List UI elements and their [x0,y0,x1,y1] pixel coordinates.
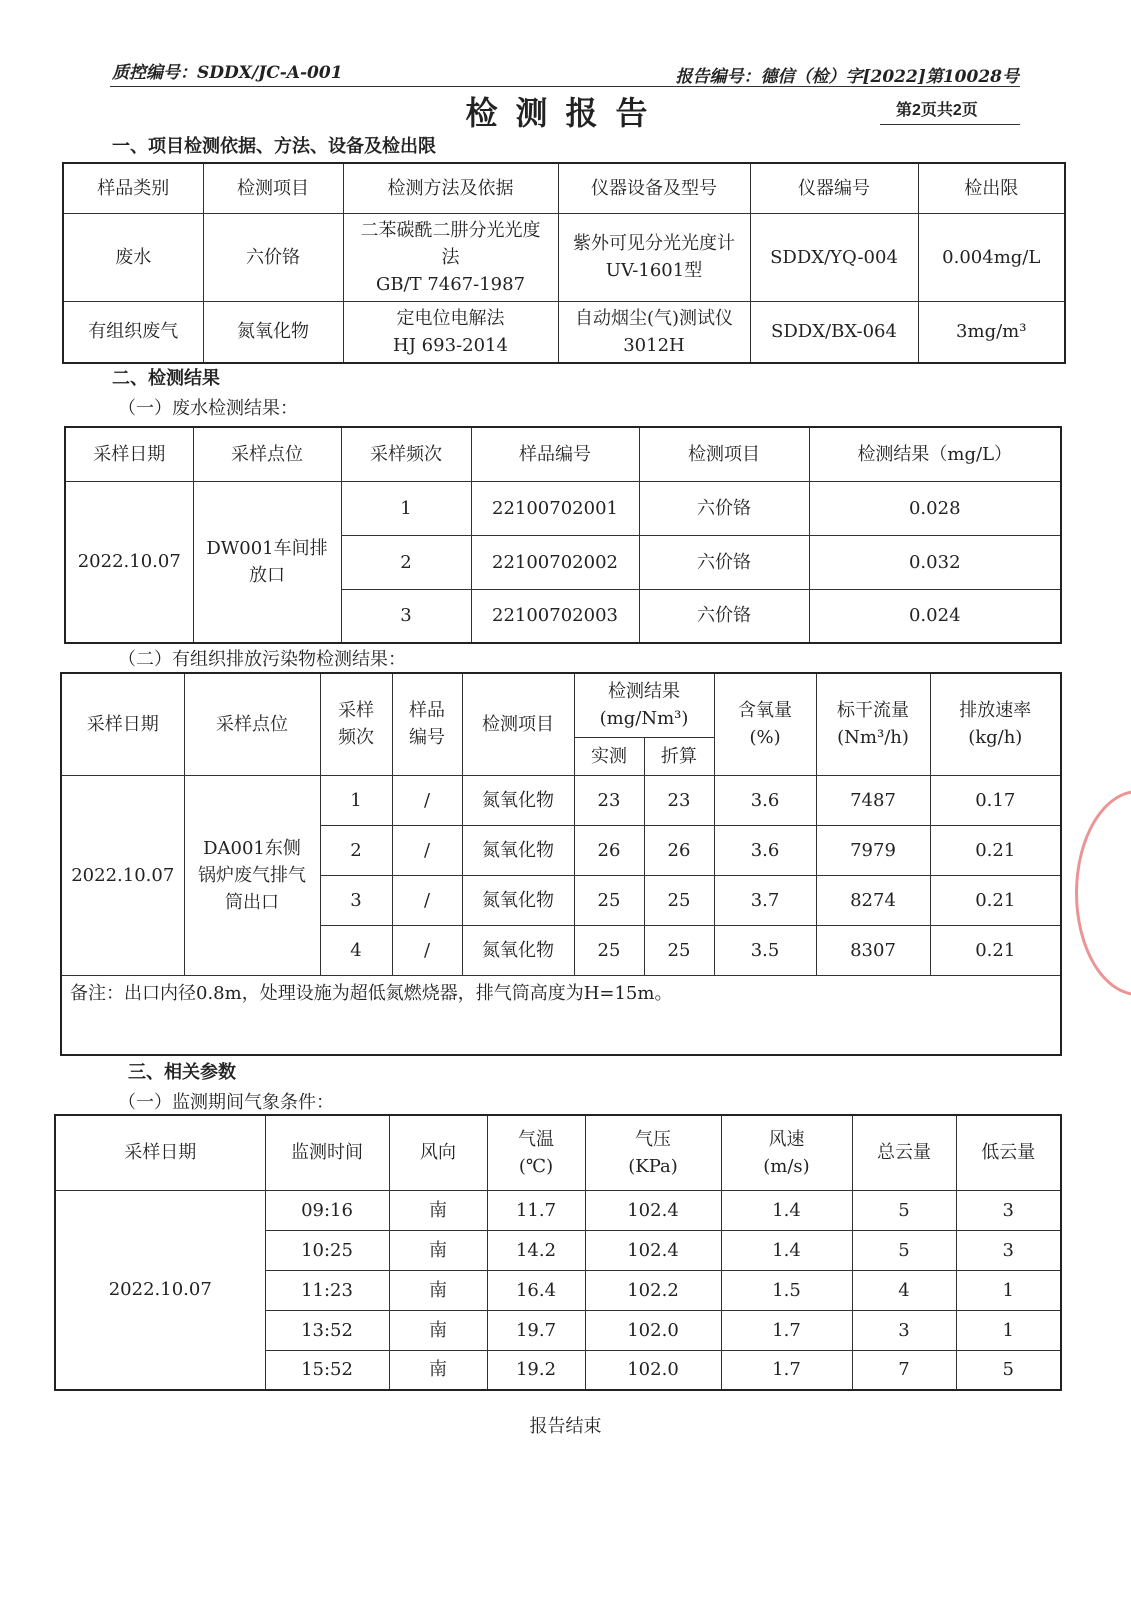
table-cell: 二苯碳酰二肼分光光度法 GB/T 7467-1987 [343,213,558,301]
table-cell: 3 [341,589,471,643]
table-cell: 六价铬 [639,589,809,643]
emission-table-header [61,673,1061,737]
header-cell: 检测方法及依据 [343,163,558,213]
table-cell: 26 [644,825,714,875]
header-cell: 采样频次 [341,427,471,481]
table-cell: 19.7 [487,1310,585,1350]
header-cell: 气温 (℃) [487,1115,585,1190]
table-cell: 26 [574,825,644,875]
table-cell: 1 [320,775,392,825]
header-cell: 检测结果（mg/L） [809,427,1061,481]
table-cell: 102.0 [585,1350,721,1390]
table-cell: 13:52 [265,1310,389,1350]
header-cell: 检出限 [918,163,1065,213]
table-cell: 六价铬 [639,535,809,589]
header-cell: 检测项目 [462,673,574,775]
table-cell: 紫外可见分光光度计 UV-1601型 [558,213,750,301]
table-cell: 3mg/m³ [918,301,1065,363]
table-cell: 4 [852,1270,956,1310]
table-cell: 南 [389,1190,487,1230]
table-cell: 3.6 [714,775,816,825]
table-cell: 14.2 [487,1230,585,1270]
report-end: 报告结束 [529,1416,602,1437]
table-row [55,1190,1061,1230]
table-cell: 3.7 [714,875,816,925]
header-cell: 采样日期 [61,673,184,775]
header-cell: 采样点位 [184,673,320,775]
header-cell: 含氧量 (%) [714,673,816,775]
section-2-heading: 二、检测结果 [112,368,220,389]
header-rule [110,86,1020,87]
section-2-2-heading: （二）有组织排放污染物检测结果： [118,649,406,670]
table-cell: 5 [956,1350,1061,1390]
header-cell: 采样日期 [65,427,193,481]
wastewater-table [64,426,1062,644]
emission-table [60,672,1062,1056]
table-cell: 3 [320,875,392,925]
table-cell: 1.7 [721,1350,852,1390]
sample-point-cell: DA001东侧锅炉废气排气筒出口 [184,775,320,975]
table-cell: 102.4 [585,1230,721,1270]
note-row [61,975,1061,1055]
table-cell: SDDX/BX-064 [750,301,918,363]
table-cell: 3.6 [714,825,816,875]
header-cell: 采样频次 [320,673,392,775]
table-cell: 23 [574,775,644,825]
header-cell: 检测项目 [203,163,343,213]
table-cell: 1 [341,481,471,535]
weather-table [54,1114,1062,1391]
table-cell: 南 [389,1310,487,1350]
table-cell: 25 [574,925,644,975]
header-cell: 检测项目 [639,427,809,481]
method-table [62,162,1066,364]
table-cell: 22100702002 [471,535,639,589]
header-cell: 低云量 [956,1115,1061,1190]
table-cell: 0.028 [809,481,1061,535]
table-cell: 23 [644,775,714,825]
table-cell: 氮氧化物 [203,301,343,363]
table-cell: 25 [644,875,714,925]
table-cell: 1.4 [721,1230,852,1270]
header-cell: 总云量 [852,1115,956,1190]
sample-date-cell: 2022.10.07 [65,481,193,643]
table-row [65,481,1061,535]
table-cell: 0.21 [930,875,1061,925]
header-cell: 实测 [574,737,644,775]
note-text: 备注：出口内径0.8m，处理设施为超低氮燃烧器，排气筒高度为H=15m。 [61,975,1061,1055]
header-cell: 样品编号 [471,427,639,481]
table-cell: SDDX/YQ-004 [750,213,918,301]
table-cell: 六价铬 [203,213,343,301]
table-cell: 2 [320,825,392,875]
table-cell: 102.0 [585,1310,721,1350]
table-cell: 8274 [816,875,930,925]
table-cell: 0.032 [809,535,1061,589]
table-cell: 19.2 [487,1350,585,1390]
table-cell: 氮氧化物 [462,775,574,825]
table-cell: 3 [852,1310,956,1350]
table-cell: / [392,775,462,825]
section-2-1-heading: （一）废水检测结果： [118,398,298,419]
table-cell: 10:25 [265,1230,389,1270]
table-cell: 3 [956,1230,1061,1270]
header-cell: 采样点位 [193,427,341,481]
table-cell: / [392,875,462,925]
table-cell: 定电位电解法 HJ 693-2014 [343,301,558,363]
table-cell: 5 [852,1190,956,1230]
report-number: 报告编号：德信（检）字[2022]第10028号 [675,67,1019,87]
table-cell: 0.024 [809,589,1061,643]
table-cell: 0.004mg/L [918,213,1065,301]
table-cell: 南 [389,1230,487,1270]
table-cell: 22100702003 [471,589,639,643]
header-cell: 仪器设备及型号 [558,163,750,213]
header-cell: 排放速率 (kg/h) [930,673,1061,775]
table-cell: 22100702001 [471,481,639,535]
table-cell: 氮氧化物 [462,925,574,975]
table-cell: 25 [644,925,714,975]
table-cell: 8307 [816,925,930,975]
table-cell: 3.5 [714,925,816,975]
header-cell: 样品编号 [392,673,462,775]
header-cell: 仪器编号 [750,163,918,213]
section-3-heading: 三、相关参数 [128,1062,236,1083]
table-cell: / [392,925,462,975]
header-cell: 检测结果 (mg/Nm³) [574,673,714,737]
table-cell: 0.21 [930,925,1061,975]
method-table-header [63,163,1065,213]
page-info: 第2页共2页 [896,102,978,119]
table-cell: 11.7 [487,1190,585,1230]
table-row [63,301,1065,363]
table-cell: 1 [956,1310,1061,1350]
table-cell: 102.4 [585,1190,721,1230]
table-cell: 0.21 [930,825,1061,875]
table-cell: 1 [956,1270,1061,1310]
table-cell: 15:52 [265,1350,389,1390]
header-cell: 标干流量 (Nm³/h) [816,673,930,775]
sample-point-cell: DW001车间排放口 [193,481,341,643]
table-cell: 1.5 [721,1270,852,1310]
table-cell: 7979 [816,825,930,875]
header-cell: 监测时间 [265,1115,389,1190]
header-cell: 气压 (KPa) [585,1115,721,1190]
table-cell: 16.4 [487,1270,585,1310]
table-cell: 102.2 [585,1270,721,1310]
header-cell: 样品类别 [63,163,203,213]
table-cell: 六价铬 [639,481,809,535]
table-cell: 0.17 [930,775,1061,825]
table-cell: 7487 [816,775,930,825]
table-cell: 7 [852,1350,956,1390]
table-cell: / [392,825,462,875]
table-cell: 1.4 [721,1190,852,1230]
table-cell: 5 [852,1230,956,1270]
header-cell: 风速 (m/s) [721,1115,852,1190]
table-cell: 废水 [63,213,203,301]
table-cell: 有组织废气 [63,301,203,363]
table-cell: 3 [956,1190,1061,1230]
table-cell: 自动烟尘(气)测试仪 3012H [558,301,750,363]
table-cell: 11:23 [265,1270,389,1310]
table-row [61,775,1061,825]
table-cell: 4 [320,925,392,975]
qc-number: 质控编号：SDDX/JC-A-001 [112,63,343,83]
header-cell: 采样日期 [55,1115,265,1190]
page-title: 检测报告 [465,94,666,132]
section-3-1-heading: （一）监测期间气象条件： [118,1092,334,1113]
table-cell: 25 [574,875,644,925]
table-cell: 09:16 [265,1190,389,1230]
sample-date-cell: 2022.10.07 [61,775,184,975]
table-cell: 氮氧化物 [462,875,574,925]
table-cell: 氮氧化物 [462,825,574,875]
section-1-heading: 一、项目检测依据、方法、设备及检出限 [112,136,436,157]
weather-table-header [55,1115,1061,1190]
header-cell: 风向 [389,1115,487,1190]
header-cell: 折算 [644,737,714,775]
sample-date-cell: 2022.10.07 [55,1190,265,1390]
table-cell: 2 [341,535,471,589]
table-cell: 南 [389,1270,487,1310]
table-cell: 1.7 [721,1310,852,1350]
table-cell: 南 [389,1350,487,1390]
wastewater-table-header [65,427,1061,481]
seal-stamp [1075,790,1131,996]
table-row [63,213,1065,301]
page-info-rule [880,124,1020,125]
